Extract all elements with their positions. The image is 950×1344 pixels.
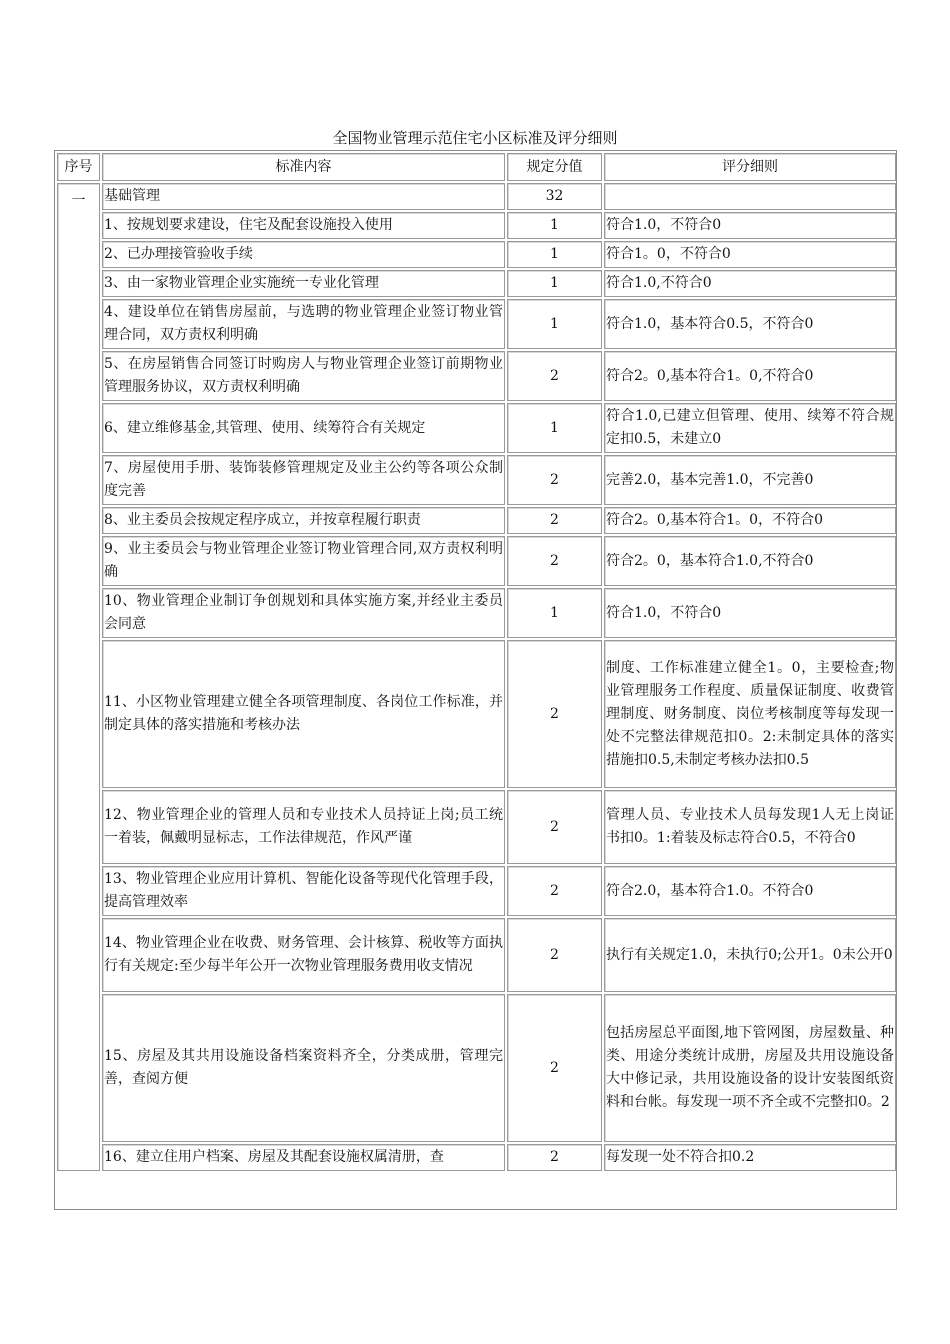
table-row	[57, 536, 896, 586]
table-row	[57, 455, 896, 505]
table-row	[57, 351, 896, 401]
row-content: 8、业主委员会按规定程序成立，并按章程履行职责	[102, 507, 505, 534]
row-content: 5、在房屋销售合同签订时购房人与物业管理企业签订前期物业管理服务协议，双方责权利明确	[102, 351, 505, 401]
row-score: 1	[507, 299, 602, 349]
row-detail: 每发现一处不符合扣0.2	[604, 1144, 896, 1171]
row-content: 13、物业管理企业应用计算机、智能化设备等现代化管理手段，提高管理效率	[102, 866, 505, 916]
row-content: 4、建设单位在销售房屋前，与选聘的物业管理企业签订物业管理合同，双方责权利明确	[102, 299, 505, 349]
row-detail: 管理人员、专业技术人员每发现1人无上岗证书扣0。1:着装及标志符合0.5，不符合0	[604, 790, 896, 864]
row-content: 14、物业管理企业在收费、财务管理、会计核算、税收等方面执行有关规定:至少每半年公开一次物业管理服务费用收支情况	[102, 918, 505, 992]
section-seq: 一	[57, 183, 100, 1171]
header-detail: 评分细则	[604, 153, 896, 181]
document-title: 全国物业管理示范住宅小区标准及评分细则	[332, 129, 618, 147]
row-content: 6、建立维修基金,其管理、使用、续筹符合有关规定	[102, 403, 505, 453]
row-score: 2	[507, 790, 602, 864]
row-content: 7、房屋使用手册、装饰装修管理规定及业主公约等各项公众制度完善	[102, 455, 505, 505]
row-detail: 符合1.0，不符合0	[604, 588, 896, 638]
row-content: 1、按规划要求建设，住宅及配套设施投入使用	[102, 212, 505, 239]
row-score: 1	[507, 212, 602, 239]
row-score: 2	[507, 994, 602, 1142]
table-row	[57, 241, 896, 268]
table-row	[57, 918, 896, 992]
row-detail: 符合1.0，不符合0	[604, 212, 896, 239]
row-content: 10、物业管理企业制订争创规划和具体实施方案,并经业主委员会同意	[102, 588, 505, 638]
header-seq: 序号	[57, 153, 100, 181]
table-header-row	[57, 153, 896, 181]
row-score: 1	[507, 270, 602, 297]
table-row	[57, 588, 896, 638]
row-score: 1	[507, 588, 602, 638]
table-row	[57, 507, 896, 534]
row-score: 2	[507, 1144, 602, 1171]
row-score: 2	[507, 640, 602, 788]
row-detail: 符合1.0,不符合0	[604, 270, 896, 297]
table-row	[57, 1144, 896, 1171]
row-detail: 执行有关规定1.0，未执行0;公开1。0未公开0	[604, 918, 896, 992]
row-score: 2	[507, 455, 602, 505]
row-detail: 制度、工作标准建立健全1。0，主要检查;物业管理服务工作程度、质量保证制度、收费管理制度、财务制度、岗位考核制度等每发现一处不完整法律规范扣0。2:未制定具体的落实措施扣0.5,未制定考核办法扣0.5	[604, 640, 896, 788]
row-score: 1	[507, 241, 602, 268]
row-content: 3、由一家物业管理企业实施统一专业化管理	[102, 270, 505, 297]
row-detail: 符合1.0,已建立但管理、使用、续筹不符合规定扣0.5，未建立0	[604, 403, 896, 453]
row-content: 2、已办理接管验收手续	[102, 241, 505, 268]
row-content: 16、建立住用户档案、房屋及其配套设施权属清册，查	[102, 1144, 505, 1171]
row-score: 2	[507, 866, 602, 916]
row-score: 2	[507, 351, 602, 401]
header-score: 规定分值	[507, 153, 602, 181]
row-content: 11、小区物业管理建立健全各项管理制度、各岗位工作标准，并制定具体的落实措施和考核办法	[102, 640, 505, 788]
row-detail: 符合1。0，不符合0	[604, 241, 896, 268]
row-score: 2	[507, 918, 602, 992]
section-score: 32	[507, 183, 602, 210]
row-detail: 完善2.0，基本完善1.0，不完善0	[604, 455, 896, 505]
row-detail: 符合2。0,基本符合1。0,不符合0	[604, 351, 896, 401]
row-score: 1	[507, 403, 602, 453]
table-row	[57, 640, 896, 788]
section-detail	[604, 183, 896, 210]
row-detail: 符合2.0，基本符合1.0。不符合0	[604, 866, 896, 916]
row-content: 12、物业管理企业的管理人员和专业技术人员持证上岗;员工统一着装，佩戴明显标志，工作法律规范，作风严谨	[102, 790, 505, 864]
table-row	[57, 790, 896, 864]
row-content: 15、房屋及其共用设施设备档案资料齐全，分类成册，管理完善，查阅方便	[102, 994, 505, 1142]
row-detail: 符合2。0,基本符合1。0，不符合0	[604, 507, 896, 534]
row-detail: 符合2。0，基本符合1.0,不符合0	[604, 536, 896, 586]
standards-table	[54, 150, 897, 1210]
table-row	[57, 403, 896, 453]
header-content: 标准内容	[102, 153, 505, 181]
row-score: 2	[507, 507, 602, 534]
row-score: 2	[507, 536, 602, 586]
row-detail: 包括房屋总平面图,地下管网图，房屋数量、种类、用途分类统计成册，房屋及共用设施设备大中修记录，共用设施设备的设计安装图纸资料和台帐。每发现一项不齐全或不完整扣0。2	[604, 994, 896, 1142]
table-row	[57, 212, 896, 239]
table-row	[57, 299, 896, 349]
table-row	[57, 994, 896, 1142]
row-content: 9、业主委员会与物业管理企业签订物业管理合同,双方责权利明确	[102, 536, 505, 586]
table-row	[57, 270, 896, 297]
section-row	[57, 183, 896, 210]
row-detail: 符合1.0，基本符合0.5，不符合0	[604, 299, 896, 349]
table-row	[57, 866, 896, 916]
section-name: 基础管理	[102, 183, 505, 210]
